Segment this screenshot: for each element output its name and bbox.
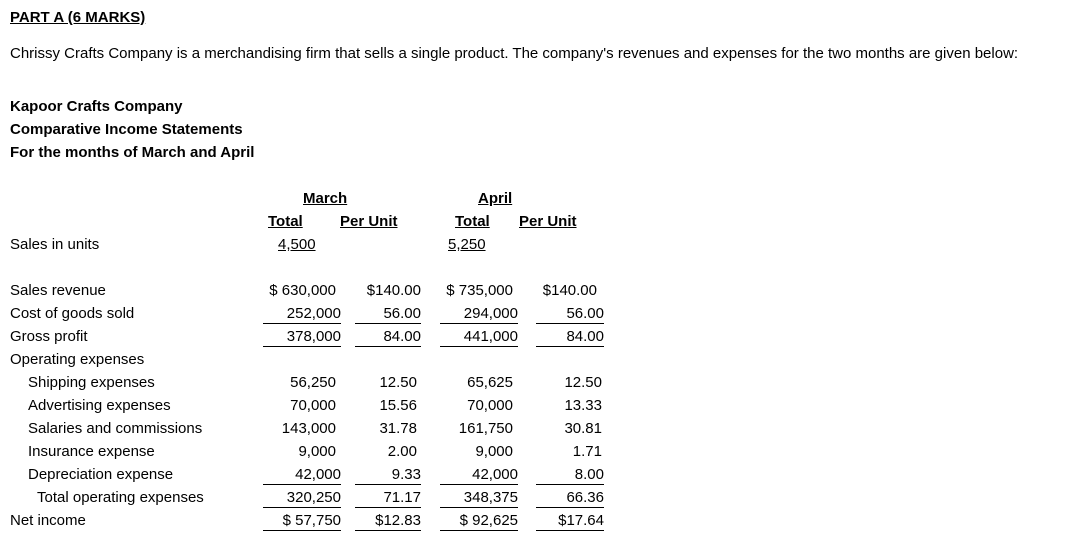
cogs-april-total: 294,000 [440,305,518,324]
salaries-march-unit: 31.78 [379,420,417,437]
company-name: Kapoor Crafts Company [10,98,183,115]
salaries-april-unit: 30.81 [564,420,602,437]
april-total-header: Total [455,213,490,230]
sales-revenue-march-unit: $140.00 [366,282,421,299]
total-opex-march-total: 320,250 [263,489,341,508]
salaries-april-total: 161,750 [458,420,513,437]
statement-title: Comparative Income Statements [10,121,243,138]
shipping-march-unit: 12.50 [379,374,417,391]
intro-paragraph: Chrissy Crafts Company is a merchandising firm that sells a single product. The company's revenues and expenses for the two months are given below: [10,45,1019,62]
cogs-label: Cost of goods sold [10,305,135,322]
march-total-header: Total [268,213,303,230]
april-per-unit-header: Per Unit [519,213,577,230]
march-per-unit-header: Per Unit [340,213,398,230]
net-income-march-total: $ 57,750 [263,512,341,531]
advertising-april-total: 70,000 [467,397,513,414]
march-header: March [303,190,348,207]
gross-profit-march-total: 378,000 [263,328,341,347]
depreciation-march-total: 42,000 [263,466,341,485]
depreciation-april-unit: 8.00 [536,466,604,485]
sales-revenue-april-total: $ 735,000 [446,282,513,299]
part-title: PART A (6 MARKS) [10,9,146,26]
total-opex-april-total: 348,375 [440,489,518,508]
shipping-label: Shipping expenses [28,374,155,391]
insurance-march-total: 9,000 [298,443,336,460]
depreciation-label: Depreciation expense [28,466,174,483]
advertising-march-unit: 15.56 [379,397,417,414]
depreciation-march-unit: 9.33 [355,466,421,485]
gross-profit-label: Gross profit [10,328,88,345]
sales-revenue-march-total: $ 630,000 [269,282,336,299]
total-opex-april-unit: 66.36 [536,489,604,508]
sales-units-march: 4,500 [278,236,316,253]
total-opex-label: Total operating expenses [37,489,204,506]
net-income-april-unit: $17.64 [536,512,604,531]
advertising-april-unit: 13.33 [564,397,602,414]
gross-profit-april-unit: 84.00 [536,328,604,347]
salaries-march-total: 143,000 [281,420,336,437]
insurance-april-unit: 1.71 [572,443,602,460]
sales-revenue-april-unit: $140.00 [542,282,597,299]
shipping-april-total: 65,625 [467,374,513,391]
total-opex-march-unit: 71.17 [355,489,421,508]
advertising-march-total: 70,000 [290,397,336,414]
insurance-march-unit: 2.00 [387,443,417,460]
shipping-march-total: 56,250 [290,374,336,391]
gross-profit-april-total: 441,000 [440,328,518,347]
sales-revenue-label: Sales revenue [10,282,106,299]
insurance-april-total: 9,000 [475,443,513,460]
operating-expenses-label: Operating expenses [10,351,145,368]
cogs-april-unit: 56.00 [536,305,604,324]
net-income-march-unit: $12.83 [355,512,421,531]
advertising-label: Advertising expenses [28,397,171,414]
cogs-march-total: 252,000 [263,305,341,324]
gross-profit-march-unit: 84.00 [355,328,421,347]
april-header: April [478,190,513,207]
insurance-label: Insurance expense [28,443,155,460]
salaries-label: Salaries and commissions [28,420,203,437]
depreciation-april-total: 42,000 [440,466,518,485]
sales-units-label: Sales in units [10,236,100,253]
net-income-label: Net income [10,512,86,529]
statement-period: For the months of March and April [10,144,255,161]
sales-units-april: 5,250 [448,236,486,253]
shipping-april-unit: 12.50 [564,374,602,391]
cogs-march-unit: 56.00 [355,305,421,324]
net-income-april-total: $ 92,625 [440,512,518,531]
